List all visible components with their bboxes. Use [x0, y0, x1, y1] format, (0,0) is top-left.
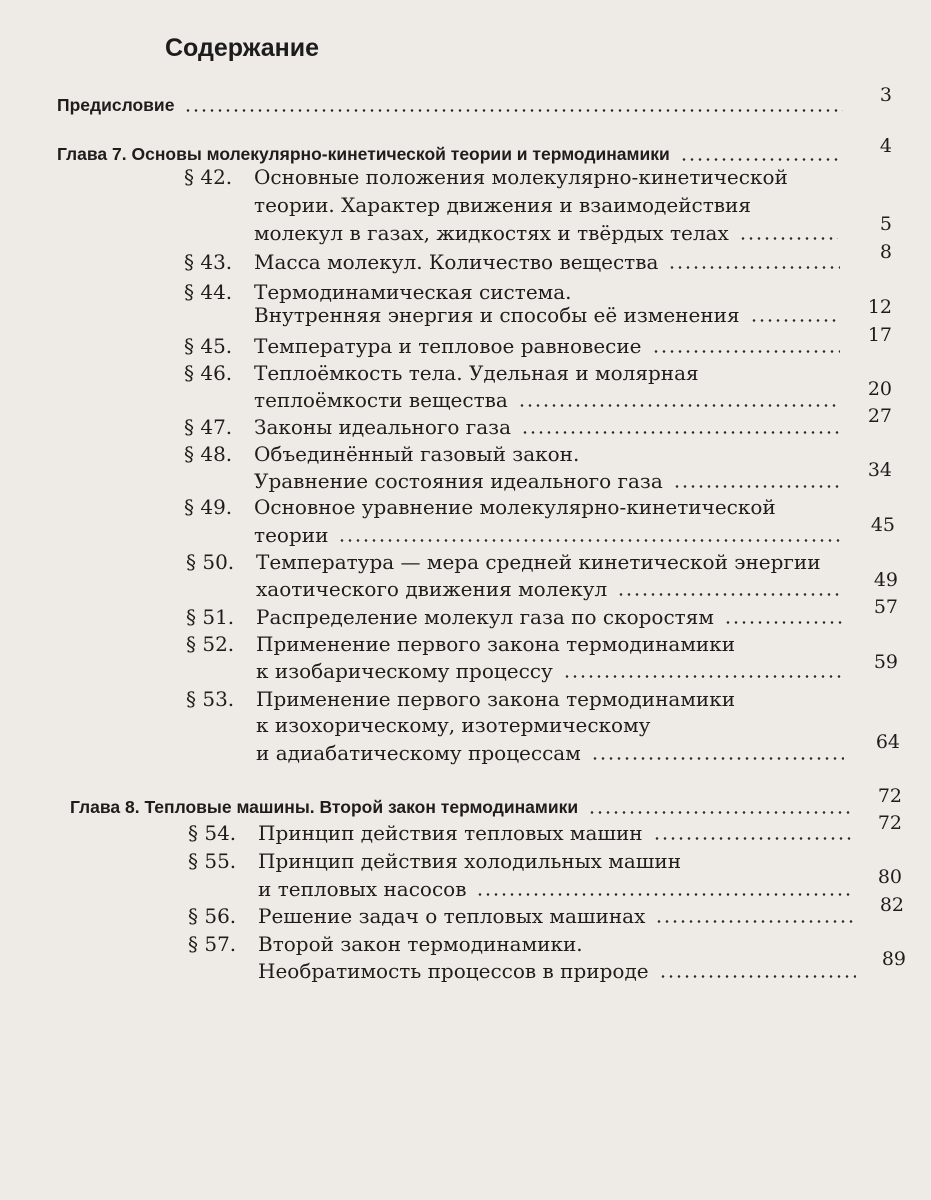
toc-entry-line	[254, 522, 846, 548]
section-number: § 48.	[184, 442, 233, 466]
toc-entry	[184, 494, 804, 520]
section-number: § 54.	[188, 821, 237, 845]
toc-entry-line	[254, 192, 814, 218]
dot-leader	[563, 675, 842, 678]
section-number: § 45.	[184, 334, 233, 358]
entry-text: теории	[254, 523, 329, 547]
toc-entry-line	[256, 576, 848, 602]
entry-text: Решение задач о тепловых машинах	[258, 904, 646, 928]
section-number: § 56.	[188, 904, 237, 928]
page-number: 72	[877, 785, 902, 807]
page-title: Содержание	[165, 34, 320, 62]
entry-text: Термодинамическая система.	[254, 280, 572, 304]
dot-leader	[739, 237, 838, 240]
entry-text: молекул в газах, жидкостях и твёрдых телах	[254, 221, 729, 245]
page-number: 4	[879, 135, 892, 157]
entry-text: Основное уравнение молекулярно-кинетической	[254, 495, 776, 519]
section-number: § 57.	[188, 932, 237, 956]
entry-text: Законы идеального газа	[254, 415, 512, 439]
page-number: 64	[875, 731, 900, 753]
entry-text: к изохорическому, изотермическому	[256, 713, 651, 737]
toc-entry	[184, 441, 704, 467]
toc-entry-line	[256, 658, 848, 684]
toc-entry	[186, 604, 848, 630]
dot-leader	[476, 893, 854, 896]
dot-leader	[518, 404, 840, 407]
dot-leader	[668, 266, 840, 269]
dot-leader	[750, 319, 840, 322]
entry-text: Температура — мера средней кинетической энергии	[256, 550, 821, 574]
entry-text: Температура и тепловое равновесие	[254, 334, 642, 358]
toc-entry	[186, 686, 766, 712]
toc-entry	[188, 820, 860, 846]
entry-text: Применение первого закона термодинамики	[256, 632, 736, 656]
toc-entry-preface	[57, 92, 849, 118]
page-number: 20	[867, 378, 892, 400]
page-number: 34	[867, 459, 892, 481]
toc-entry-line	[256, 712, 756, 738]
entry-text: Принцип действия тепловых машин	[258, 821, 643, 845]
entry-text: к изобарическому процессу	[256, 659, 553, 683]
page-number: 17	[867, 324, 892, 346]
dot-leader	[680, 158, 841, 161]
entry-text: Необратимость процессов в природе	[258, 959, 649, 983]
section-number: § 42.	[184, 165, 233, 189]
page-number: 72	[877, 812, 902, 834]
entry-text: Глава 7. Основы молекулярно-кинетической теории и термодинамики	[57, 144, 670, 164]
chapter-heading	[70, 794, 860, 820]
toc-entry	[188, 931, 688, 957]
toc-entry-line	[256, 740, 850, 766]
section-number: § 50.	[186, 550, 235, 574]
page-number: 45	[870, 514, 895, 536]
toc-entry-line	[258, 958, 862, 984]
toc-entry	[184, 414, 846, 440]
entry-text: Уравнение состояния идеального газа	[254, 469, 663, 493]
entry-text: теплоёмкости вещества	[254, 388, 508, 412]
entry-text: и адиабатическому процессам	[256, 741, 581, 765]
dot-leader	[591, 757, 844, 760]
page-number: 57	[873, 596, 898, 618]
entry-text: Теплоёмкость тела. Удельная и молярная	[254, 361, 699, 385]
dot-leader	[724, 621, 842, 624]
entry-text: Предисловие	[57, 95, 175, 115]
entry-text: Применение первого закона термодинамики	[256, 687, 736, 711]
entry-text: и тепловых насосов	[258, 877, 467, 901]
section-number: § 47.	[184, 415, 233, 439]
page-number: 5	[879, 213, 892, 235]
dot-leader	[521, 431, 840, 434]
entry-text: Объединённый газовый закон.	[254, 442, 580, 466]
toc-entry-line	[254, 468, 846, 494]
page-number: 49	[873, 569, 898, 591]
section-number: § 44.	[184, 280, 233, 304]
page-number: 8	[879, 241, 892, 263]
toc-entry	[184, 360, 744, 386]
entry-text: хаотического движения молекул	[256, 577, 608, 601]
section-number: § 55.	[188, 849, 237, 873]
page-number: 3	[879, 84, 892, 106]
dot-leader	[338, 539, 840, 542]
page-number: 89	[881, 948, 906, 970]
toc-entry	[188, 903, 860, 929]
page-number: 82	[879, 894, 904, 916]
dot-leader	[617, 593, 842, 596]
toc-entry-line	[254, 220, 844, 246]
toc-entry	[186, 549, 846, 575]
entry-text: теории. Характер движения и взаимодействия	[254, 193, 752, 217]
entry-text: Масса молекул. Количество вещества	[254, 250, 659, 274]
entry-text: Внутренняя энергия и способы её изменения	[254, 303, 740, 327]
dot-leader	[184, 109, 843, 112]
entry-text: Глава 8. Тепловые машины. Второй закон термодинамики	[70, 797, 579, 817]
page-number: 80	[877, 866, 902, 888]
toc-entry	[184, 164, 788, 190]
dot-leader	[655, 920, 854, 923]
toc-entry	[184, 333, 846, 359]
toc-entry	[188, 848, 768, 874]
dot-leader	[588, 811, 854, 814]
page-number: 27	[867, 405, 892, 427]
page-number: 12	[867, 296, 892, 318]
dot-leader	[659, 975, 856, 978]
toc-entry	[184, 249, 846, 275]
section-number: § 53.	[186, 687, 235, 711]
entry-text: Основные положения молекулярно-кинетической	[254, 165, 788, 189]
entry-text: Принцип действия холодильных машин	[258, 849, 682, 873]
section-number: § 43.	[184, 250, 233, 274]
dot-leader	[673, 485, 840, 488]
section-number: § 51.	[186, 605, 235, 629]
toc-entry-line	[254, 387, 846, 413]
dot-leader	[653, 837, 854, 840]
page-number: 59	[873, 651, 898, 673]
section-number: § 46.	[184, 361, 233, 385]
toc-entry-line	[258, 876, 860, 902]
section-number: § 49.	[184, 495, 233, 519]
section-number: § 52.	[186, 632, 235, 656]
entry-text: Распределение молекул газа по скоростям	[256, 605, 714, 629]
dot-leader	[652, 350, 840, 353]
toc-entry-line	[254, 302, 846, 328]
entry-text: Второй закон термодинамики.	[258, 932, 583, 956]
toc-entry	[186, 631, 766, 657]
